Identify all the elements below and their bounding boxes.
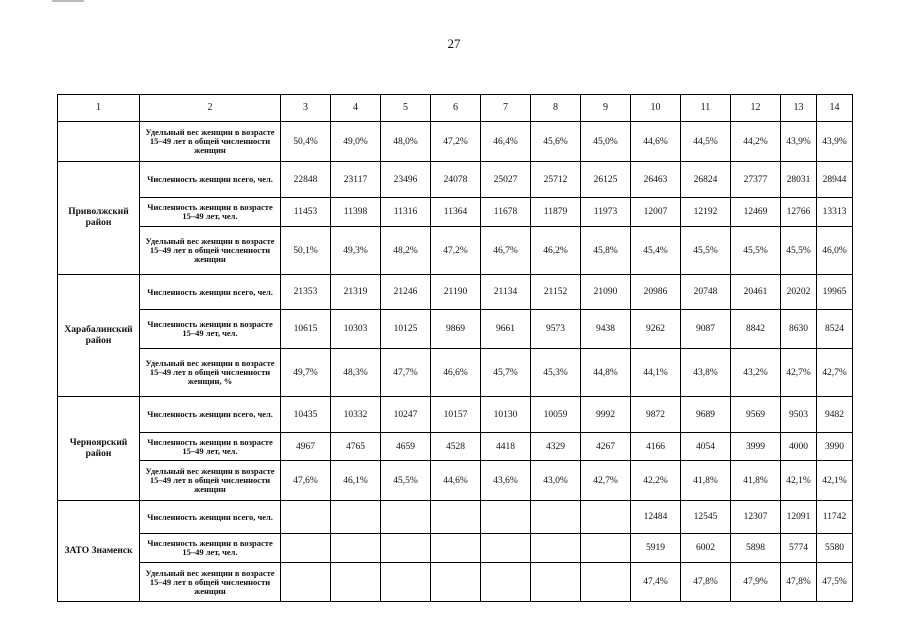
value-cell: 45,5% [381, 461, 431, 501]
value-cell: 25027 [481, 162, 531, 198]
value-cell: 49,0% [331, 122, 381, 162]
value-cell: 41,8% [681, 461, 731, 501]
value-cell: 42,7% [581, 461, 631, 501]
value-cell: 9482 [817, 397, 853, 433]
value-cell: 5919 [631, 534, 681, 563]
value-cell: 11316 [381, 198, 431, 227]
indicator-cell: Численность женщин всего, чел. [140, 275, 281, 310]
value-cell: 42,7% [817, 349, 853, 397]
table-row [58, 349, 853, 397]
value-cell: 9438 [581, 310, 631, 349]
value-cell: 47,2% [431, 122, 481, 162]
value-cell: 21246 [381, 275, 431, 310]
value-cell: 44,1% [631, 349, 681, 397]
value-cell: 26463 [631, 162, 681, 198]
header-cell: 9 [581, 95, 631, 122]
value-cell: 45,8% [581, 227, 631, 275]
value-cell: 13313 [817, 198, 853, 227]
value-cell: 12766 [781, 198, 817, 227]
value-cell: 20986 [631, 275, 681, 310]
value-cell: 11742 [817, 501, 853, 534]
value-cell [381, 534, 431, 563]
value-cell: 46,2% [531, 227, 581, 275]
value-cell: 9869 [431, 310, 481, 349]
table-row [58, 397, 853, 433]
value-cell: 20202 [781, 275, 817, 310]
value-cell: 21319 [331, 275, 381, 310]
value-cell: 47,6% [281, 461, 331, 501]
table-row [58, 534, 853, 563]
value-cell: 9087 [681, 310, 731, 349]
value-cell: 9503 [781, 397, 817, 433]
value-cell: 44,6% [631, 122, 681, 162]
value-cell [281, 501, 331, 534]
value-cell [481, 534, 531, 563]
value-cell: 4267 [581, 433, 631, 461]
indicator-cell: Численность женщин в возрасте 15–49 лет, чел. [140, 534, 281, 563]
indicator-cell: Удельный вес женщин в возрасте 15–49 лет в общей численности женщин, % [140, 349, 281, 397]
value-cell: 24078 [431, 162, 481, 198]
value-cell: 9262 [631, 310, 681, 349]
value-cell: 12545 [681, 501, 731, 534]
value-cell: 9992 [581, 397, 631, 433]
value-cell: 22848 [281, 162, 331, 198]
value-cell: 19965 [817, 275, 853, 310]
value-cell: 45,4% [631, 227, 681, 275]
value-cell: 25712 [531, 162, 581, 198]
value-cell: 46,0% [817, 227, 853, 275]
value-cell [481, 501, 531, 534]
value-cell: 11364 [431, 198, 481, 227]
value-cell: 9573 [531, 310, 581, 349]
value-cell: 4659 [381, 433, 431, 461]
value-cell: 4418 [481, 433, 531, 461]
value-cell: 45,0% [581, 122, 631, 162]
value-cell: 11678 [481, 198, 531, 227]
value-cell [431, 563, 481, 602]
value-cell: 23496 [381, 162, 431, 198]
value-cell [431, 501, 481, 534]
value-cell [381, 563, 431, 602]
value-cell: 46,4% [481, 122, 531, 162]
value-cell: 12307 [731, 501, 781, 534]
value-cell: 44,8% [581, 349, 631, 397]
value-cell [281, 534, 331, 563]
indicator-cell: Численность женщин в возрасте 15–49 лет, чел. [140, 310, 281, 349]
value-cell: 11879 [531, 198, 581, 227]
table-body [58, 95, 853, 602]
value-cell [481, 563, 531, 602]
value-cell: 47,2% [431, 227, 481, 275]
value-cell: 3990 [817, 433, 853, 461]
indicator-cell: Удельный вес женщин в возрасте 15–49 лет в общей численности женщин [140, 563, 281, 602]
value-cell: 42,2% [631, 461, 681, 501]
value-cell: 3999 [731, 433, 781, 461]
value-cell: 8524 [817, 310, 853, 349]
value-cell: 8630 [781, 310, 817, 349]
table-row [58, 162, 853, 198]
table-row [58, 275, 853, 310]
value-cell: 20748 [681, 275, 731, 310]
header-cell: 6 [431, 95, 481, 122]
value-cell: 50,4% [281, 122, 331, 162]
value-cell: 45,6% [531, 122, 581, 162]
value-cell [331, 501, 381, 534]
value-cell: 28031 [781, 162, 817, 198]
header-cell: 12 [731, 95, 781, 122]
value-cell [431, 534, 481, 563]
indicator-cell: Численность женщин в возрасте 15–49 лет, чел. [140, 198, 281, 227]
value-cell: 28944 [817, 162, 853, 198]
header-cell: 2 [140, 95, 281, 122]
value-cell: 9569 [731, 397, 781, 433]
value-cell: 5898 [731, 534, 781, 563]
header-cell: 5 [381, 95, 431, 122]
value-cell: 9661 [481, 310, 531, 349]
value-cell: 45,3% [531, 349, 581, 397]
value-cell: 4967 [281, 433, 331, 461]
value-cell: 10059 [531, 397, 581, 433]
value-cell: 4528 [431, 433, 481, 461]
value-cell [581, 563, 631, 602]
value-cell: 46,1% [331, 461, 381, 501]
value-cell: 8842 [731, 310, 781, 349]
value-cell: 43,6% [481, 461, 531, 501]
value-cell: 10332 [331, 397, 381, 433]
value-cell: 4000 [781, 433, 817, 461]
indicator-cell: Численность женщин всего, чел. [140, 397, 281, 433]
page-number: 27 [447, 36, 461, 51]
value-cell: 48,3% [331, 349, 381, 397]
value-cell: 10247 [381, 397, 431, 433]
value-cell: 42,1% [781, 461, 817, 501]
header-cell: 1 [58, 95, 140, 122]
value-cell: 11973 [581, 198, 631, 227]
value-cell: 21353 [281, 275, 331, 310]
value-cell: 43,0% [531, 461, 581, 501]
indicator-cell: Удельный вес женщин в возрасте 15–49 лет в общей численности женщин [140, 461, 281, 501]
value-cell: 45,7% [481, 349, 531, 397]
value-cell: 48,0% [381, 122, 431, 162]
header-cell: 11 [681, 95, 731, 122]
value-cell: 47,8% [781, 563, 817, 602]
value-cell: 11398 [331, 198, 381, 227]
region-cell: Черноярский район [58, 397, 140, 501]
value-cell: 41,8% [731, 461, 781, 501]
value-cell: 44,2% [731, 122, 781, 162]
value-cell: 11453 [281, 198, 331, 227]
value-cell: 46,6% [431, 349, 481, 397]
header-cell: 13 [781, 95, 817, 122]
value-cell: 21190 [431, 275, 481, 310]
value-cell: 10615 [281, 310, 331, 349]
header-cell: 3 [281, 95, 331, 122]
value-cell: 9872 [631, 397, 681, 433]
value-cell: 47,7% [381, 349, 431, 397]
table-row [58, 122, 853, 162]
value-cell: 26125 [581, 162, 631, 198]
value-cell [281, 563, 331, 602]
value-cell: 50,1% [281, 227, 331, 275]
value-cell: 21134 [481, 275, 531, 310]
value-cell: 44,6% [431, 461, 481, 501]
value-cell [531, 501, 581, 534]
value-cell: 43,9% [781, 122, 817, 162]
value-cell: 43,9% [817, 122, 853, 162]
header-cell: 7 [481, 95, 531, 122]
value-cell: 42,1% [817, 461, 853, 501]
value-cell: 12484 [631, 501, 681, 534]
value-cell: 47,8% [681, 563, 731, 602]
value-cell [331, 563, 381, 602]
value-cell: 10130 [481, 397, 531, 433]
value-cell: 47,5% [817, 563, 853, 602]
value-cell: 26824 [681, 162, 731, 198]
value-cell: 43,8% [681, 349, 731, 397]
table-row [58, 227, 853, 275]
value-cell: 10303 [331, 310, 381, 349]
value-cell [331, 534, 381, 563]
value-cell: 46,7% [481, 227, 531, 275]
value-cell: 12091 [781, 501, 817, 534]
value-cell: 45,5% [781, 227, 817, 275]
value-cell: 12192 [681, 198, 731, 227]
value-cell: 4765 [331, 433, 381, 461]
table-row [58, 310, 853, 349]
header-cell: 10 [631, 95, 681, 122]
value-cell: 12469 [731, 198, 781, 227]
header-cell: 4 [331, 95, 381, 122]
value-cell [381, 501, 431, 534]
value-cell: 10435 [281, 397, 331, 433]
value-cell: 23117 [331, 162, 381, 198]
value-cell: 10157 [431, 397, 481, 433]
indicator-cell: Численность женщин всего, чел. [140, 162, 281, 198]
header-cell: 14 [817, 95, 853, 122]
indicator-cell: Удельный вес женщин в возрасте 15–49 лет в общей численности женщин [140, 122, 281, 162]
table-row [58, 563, 853, 602]
value-cell: 20461 [731, 275, 781, 310]
region-cell: Приволжский район [58, 162, 140, 275]
value-cell [531, 563, 581, 602]
value-cell: 9689 [681, 397, 731, 433]
table-row [58, 198, 853, 227]
statistics-table [57, 94, 853, 602]
value-cell: 5774 [781, 534, 817, 563]
value-cell: 4054 [681, 433, 731, 461]
header-cell: 8 [531, 95, 581, 122]
value-cell: 49,7% [281, 349, 331, 397]
value-cell: 45,5% [681, 227, 731, 275]
header-row [58, 95, 853, 122]
value-cell: 42,7% [781, 349, 817, 397]
value-cell: 4166 [631, 433, 681, 461]
value-cell: 49,3% [331, 227, 381, 275]
region-cell: ЗАТО Знаменск [58, 501, 140, 602]
value-cell: 21152 [531, 275, 581, 310]
scan-corner-mark [52, 0, 84, 2]
table-row [58, 501, 853, 534]
table-row [58, 461, 853, 501]
value-cell: 4329 [531, 433, 581, 461]
value-cell: 21090 [581, 275, 631, 310]
value-cell: 6002 [681, 534, 731, 563]
value-cell: 47,4% [631, 563, 681, 602]
value-cell [581, 501, 631, 534]
value-cell: 43,2% [731, 349, 781, 397]
value-cell: 27377 [731, 162, 781, 198]
value-cell [581, 534, 631, 563]
region-cell: Харабалинский район [58, 275, 140, 397]
value-cell: 12007 [631, 198, 681, 227]
region-cell [58, 122, 140, 162]
value-cell: 47,9% [731, 563, 781, 602]
value-cell: 10125 [381, 310, 431, 349]
indicator-cell: Численность женщин в возрасте 15–49 лет, чел. [140, 433, 281, 461]
value-cell [531, 534, 581, 563]
value-cell: 5580 [817, 534, 853, 563]
value-cell: 45,5% [731, 227, 781, 275]
indicator-cell: Удельный вес женщин в возрасте 15–49 лет в общей численности женщин [140, 227, 281, 275]
table-row [58, 433, 853, 461]
indicator-cell: Численность женщин всего, чел. [140, 501, 281, 534]
value-cell: 44,5% [681, 122, 731, 162]
value-cell: 48,2% [381, 227, 431, 275]
